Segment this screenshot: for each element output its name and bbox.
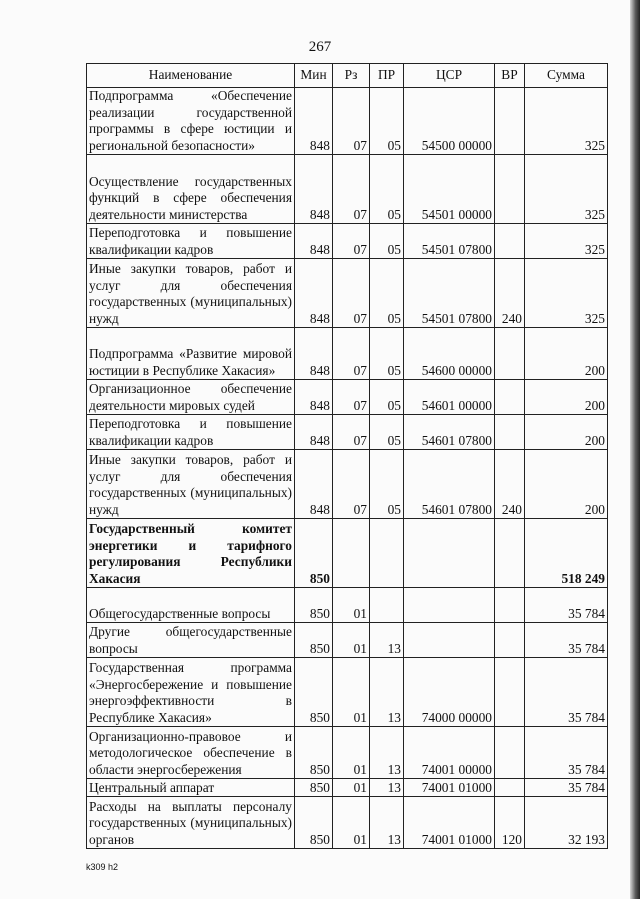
row-csr: 54601 00000 (404, 380, 495, 415)
row-name: Иные закупки товаров, работ и услуг для обеспечения государственных (муниципальных) нужд (87, 259, 295, 328)
row-csr: 54601 07800 (404, 450, 495, 519)
row-csr: 54501 07800 (404, 224, 495, 259)
row-min: 850 (295, 658, 333, 727)
row-min: 850 (295, 797, 333, 849)
row-rz: 07 (333, 380, 370, 415)
row-sum: 518 249 (525, 519, 608, 588)
row-pr (370, 519, 404, 588)
row-sum: 32 193 (525, 797, 608, 849)
row-pr: 05 (370, 450, 404, 519)
col-header-name: Наименование (87, 64, 295, 88)
table-row (87, 658, 608, 727)
row-vr (495, 658, 525, 727)
col-header-sum: Сумма (525, 64, 608, 88)
row-sum: 200 (525, 450, 608, 519)
row-vr (495, 155, 525, 224)
row-csr: 74001 01000 (404, 797, 495, 849)
row-pr: 13 (370, 797, 404, 849)
table-row (87, 779, 608, 797)
row-rz: 07 (333, 415, 370, 450)
row-vr (495, 727, 525, 779)
row-name: Организационное обеспечение деятельности мировых судей (87, 380, 295, 415)
scan-edge-shadow (630, 0, 640, 899)
row-min: 850 (295, 779, 333, 797)
row-vr (495, 779, 525, 797)
table-row (87, 588, 608, 623)
col-header-csr: ЦСР (404, 64, 495, 88)
row-name: Другие общегосударственные вопросы (87, 623, 295, 658)
row-rz: 07 (333, 259, 370, 328)
row-csr: 54501 00000 (404, 155, 495, 224)
col-header-pr: ПР (370, 64, 404, 88)
col-header-vr: ВР (495, 64, 525, 88)
table-row (87, 328, 608, 380)
table-row (87, 727, 608, 779)
row-min: 848 (295, 450, 333, 519)
row-name: Общегосударственные вопросы (87, 588, 295, 623)
row-sum: 200 (525, 380, 608, 415)
row-vr: 120 (495, 797, 525, 849)
row-pr: 05 (370, 88, 404, 155)
row-sum: 35 784 (525, 588, 608, 623)
row-name: Государственный комитет энергетики и тарифного регулирования Республики Хакасия (87, 519, 295, 588)
table-row (87, 519, 608, 588)
row-csr: 74001 00000 (404, 727, 495, 779)
table-row (87, 450, 608, 519)
row-min: 850 (295, 519, 333, 588)
row-vr (495, 88, 525, 155)
row-vr (495, 519, 525, 588)
row-min: 848 (295, 224, 333, 259)
table-row (87, 415, 608, 450)
row-name: Переподготовка и повышение квалификации кадров (87, 224, 295, 259)
row-sum: 325 (525, 88, 608, 155)
row-csr: 54501 07800 (404, 259, 495, 328)
row-pr: 13 (370, 658, 404, 727)
row-min: 850 (295, 588, 333, 623)
row-rz: 01 (333, 588, 370, 623)
row-rz: 07 (333, 88, 370, 155)
row-vr: 240 (495, 259, 525, 328)
row-rz: 01 (333, 727, 370, 779)
row-pr: 05 (370, 224, 404, 259)
table-row (87, 155, 608, 224)
row-pr: 05 (370, 328, 404, 380)
row-name: Осуществление государственных функций в сфере обеспечения деятельности министерства (87, 155, 295, 224)
footer-code: k309 h2 (86, 862, 119, 872)
row-name: Государственная программа «Энергосбережение и повышение энергоэффективности в Республике Хакасия» (87, 658, 295, 727)
row-vr: 240 (495, 450, 525, 519)
row-csr: 54600 00000 (404, 328, 495, 380)
row-rz: 07 (333, 155, 370, 224)
col-header-min: Мин (295, 64, 333, 88)
row-csr: 74000 00000 (404, 658, 495, 727)
row-pr: 13 (370, 727, 404, 779)
row-csr (404, 519, 495, 588)
page-number: 267 (308, 39, 332, 55)
table-row (87, 88, 608, 155)
row-sum: 35 784 (525, 623, 608, 658)
row-pr: 05 (370, 259, 404, 328)
table-row (87, 623, 608, 658)
row-rz: 07 (333, 450, 370, 519)
row-name: Подпрограмма «Развитие мировой юстиции в Республике Хакасия» (87, 328, 295, 380)
row-min: 848 (295, 328, 333, 380)
row-name: Расходы на выплаты персоналу государственных (муниципальных) органов (87, 797, 295, 849)
row-min: 848 (295, 88, 333, 155)
budget-table (86, 63, 608, 849)
row-rz (333, 519, 370, 588)
row-name: Организационно-правовое и методологическое обеспечение в области энергосбережения (87, 727, 295, 779)
row-name: Подпрограмма «Обеспечение реализации государственной программы в сфере юстиции и региональной безопасности» (87, 88, 295, 155)
table-row (87, 224, 608, 259)
row-pr (370, 588, 404, 623)
row-csr: 74001 01000 (404, 779, 495, 797)
row-csr: 54601 07800 (404, 415, 495, 450)
row-vr (495, 380, 525, 415)
row-sum: 200 (525, 415, 608, 450)
row-rz: 07 (333, 328, 370, 380)
row-vr (495, 328, 525, 380)
row-vr (495, 623, 525, 658)
row-pr: 13 (370, 779, 404, 797)
row-min: 848 (295, 380, 333, 415)
row-pr: 05 (370, 415, 404, 450)
row-sum: 325 (525, 224, 608, 259)
row-pr: 05 (370, 155, 404, 224)
row-sum: 200 (525, 328, 608, 380)
row-min: 848 (295, 259, 333, 328)
row-csr (404, 623, 495, 658)
row-min: 850 (295, 727, 333, 779)
table-row (87, 259, 608, 328)
table-row (87, 797, 608, 849)
table-row (87, 380, 608, 415)
row-name: Центральный аппарат (87, 779, 295, 797)
row-vr (495, 415, 525, 450)
row-vr (495, 588, 525, 623)
row-min: 848 (295, 155, 333, 224)
row-csr (404, 588, 495, 623)
col-header-rz: Рз (333, 64, 370, 88)
row-rz: 01 (333, 797, 370, 849)
row-sum: 325 (525, 259, 608, 328)
row-name: Иные закупки товаров, работ и услуг для обеспечения государственных (муниципальных) нужд (87, 450, 295, 519)
row-rz: 01 (333, 623, 370, 658)
table-header-row (87, 64, 608, 88)
row-sum: 35 784 (525, 779, 608, 797)
row-pr: 13 (370, 623, 404, 658)
row-sum: 35 784 (525, 658, 608, 727)
row-rz: 01 (333, 779, 370, 797)
row-rz: 01 (333, 658, 370, 727)
row-min: 850 (295, 623, 333, 658)
row-rz: 07 (333, 224, 370, 259)
row-csr: 54500 00000 (404, 88, 495, 155)
row-sum: 325 (525, 155, 608, 224)
row-min: 848 (295, 415, 333, 450)
row-name: Переподготовка и повышение квалификации кадров (87, 415, 295, 450)
row-pr: 05 (370, 380, 404, 415)
row-sum: 35 784 (525, 727, 608, 779)
row-vr (495, 224, 525, 259)
